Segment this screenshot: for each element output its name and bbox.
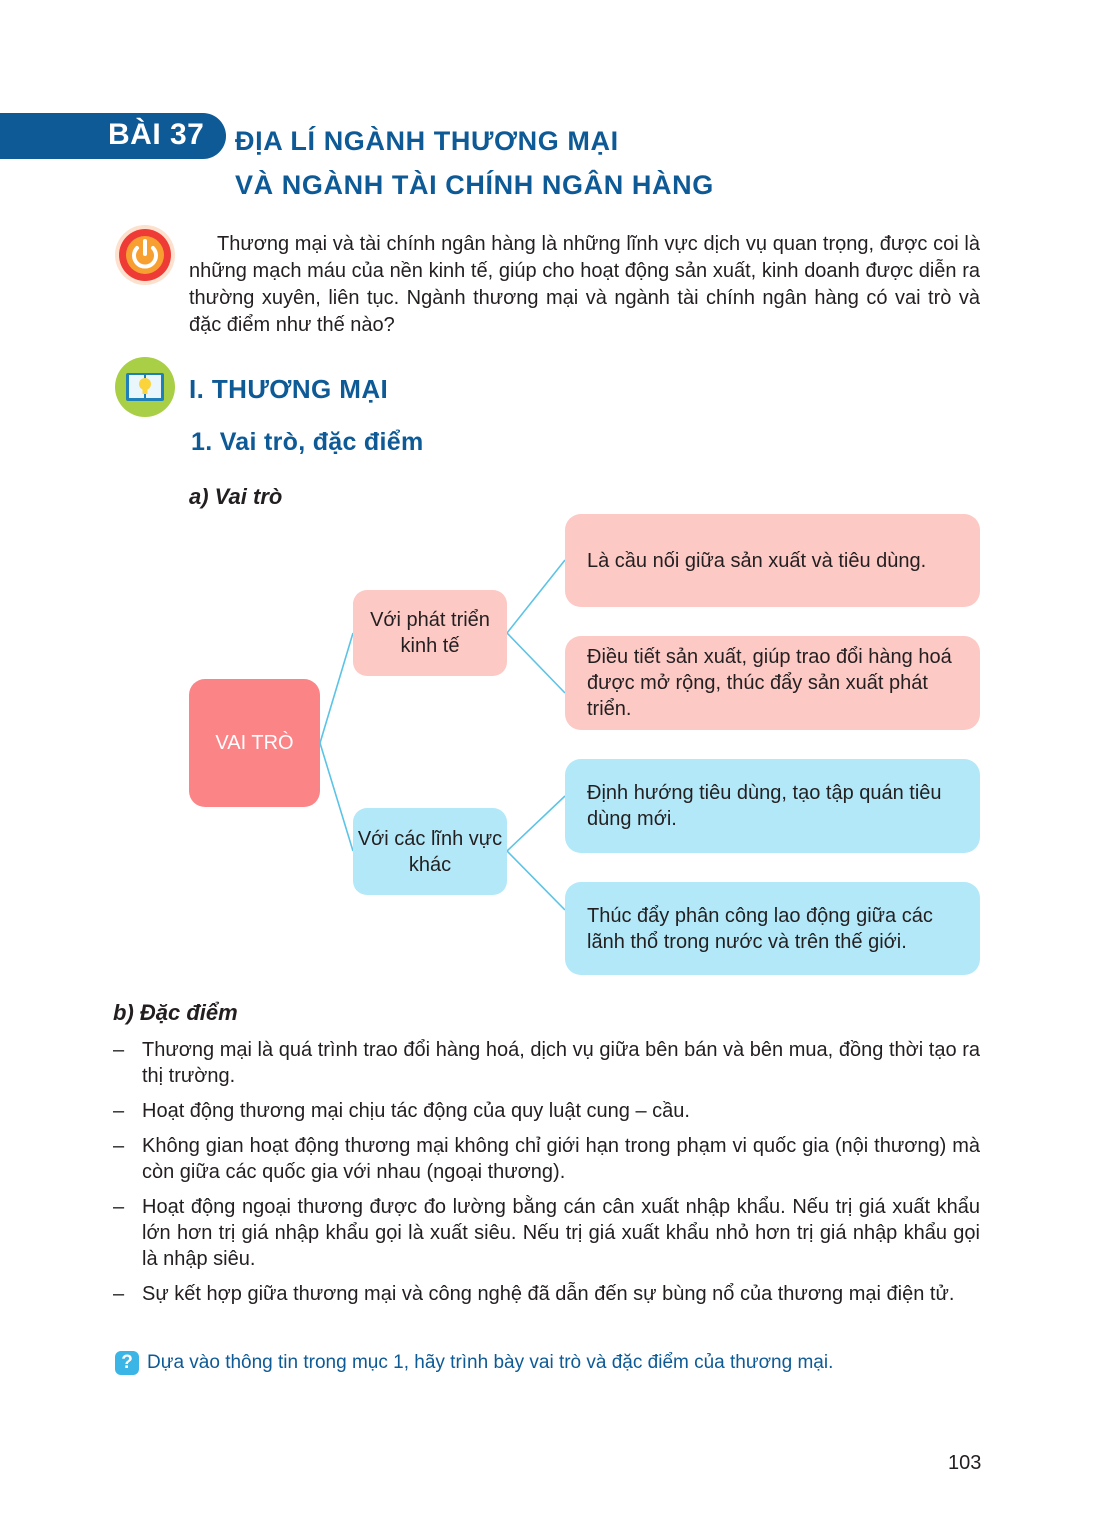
list-item-text: Hoạt động thương mại chịu tác động của quy luật cung – cầu.	[142, 1100, 690, 1122]
lesson-number: BÀI 37	[108, 118, 205, 151]
diagram-leaf-node: Điều tiết sản xuất, giúp trao đổi hàng hoá được mở rộng, thúc đẩy sản xuất phát triển.	[565, 636, 980, 730]
list-item	[113, 1194, 980, 1272]
diagram-leaf-node: Định hướng tiêu dùng, tạo tập quán tiêu dùng mới.	[565, 759, 980, 853]
list-item	[113, 1281, 980, 1307]
list-item	[113, 1133, 980, 1185]
list-item	[113, 1037, 980, 1089]
diagram-leaf-node: Thúc đẩy phân công lao động giữa các lãnh thổ trong nước và trên thế giới.	[565, 882, 980, 975]
bullet-dash: –	[113, 1135, 125, 1157]
bullet-dash: –	[113, 1100, 125, 1122]
bullet-dash: –	[113, 1283, 125, 1305]
diagram-leaf-node: Là cầu nối giữa sản xuất và tiêu dùng.	[565, 514, 980, 607]
bullet-dash: –	[113, 1196, 125, 1218]
connector-other-leaf-3	[507, 796, 565, 851]
diagram-root-node: VAI TRÒ	[189, 679, 320, 807]
characteristics-heading: b) Đặc điểm	[113, 1000, 238, 1025]
connector-eco-leaf-2	[507, 633, 565, 693]
characteristics-list	[113, 1037, 980, 1316]
connector-root-eco	[320, 633, 353, 743]
roles-heading: a) Vai trò	[189, 484, 283, 509]
subsection-heading: 1. Vai trò, đặc điểm	[191, 428, 424, 456]
list-item-text: Không gian hoạt động thương mại không chỉ giới hạn trong phạm vi quốc gia (nội thương) mà còn giữa các quốc gia với nhau (ngoại thương).	[142, 1135, 980, 1183]
section-heading: I. THƯƠNG MẠI	[189, 374, 389, 404]
list-item-text: Sự kết hợp giữa thương mại và công nghệ đã dẫn đến sự bùng nổ của thương mại điện tử.	[142, 1283, 955, 1305]
list-item	[113, 1098, 980, 1124]
question-text: Dựa vào thông tin trong mục 1, hãy trình bày vai trò và đặc điểm của thương mại.	[147, 1352, 834, 1373]
diagram-branch-other-fields: Với các lĩnh vực khác	[353, 808, 507, 895]
intro-paragraph: Thương mại và tài chính ngân hàng là những lĩnh vực dịch vụ quan trọng, được coi là những mạch máu của nền kinh tế, giúp cho hoạt động sản xuất, kinh doanh được diễn ra thường xuyên, liên tục. Ngành thương mại và ngành tài chính ngân hàng có vai trò và đặc điểm như thế nào?	[189, 233, 980, 336]
list-item-text: Thương mại là quá trình trao đổi hàng hoá, dịch vụ giữa bên bán và bên mua, đồng thời tạo ra thị trường.	[142, 1039, 980, 1087]
page-number: 103	[948, 1452, 982, 1474]
connector-root-other	[320, 743, 353, 851]
connector-eco-leaf-1	[507, 560, 565, 633]
diagram-branch-economic: Với phát triển kinh tế	[353, 590, 507, 676]
list-item-text: Hoạt động ngoại thương được đo lường bằng cán cân xuất nhập khẩu. Nếu trị giá xuất khẩu lớn hơn trị giá nhập khẩu gọi là xuất siêu. Nếu trị giá xuất khẩu nhỏ hơn trị giá nhập khẩu gọi là nhập siêu.	[142, 1196, 980, 1270]
question-icon: ?	[115, 1351, 139, 1375]
connector-other-leaf-4	[507, 851, 565, 910]
bullet-dash: –	[113, 1039, 125, 1061]
lesson-title-line-1: ĐỊA LÍ NGÀNH THƯƠNG MẠI	[235, 126, 619, 156]
lesson-title-line-2: VÀ NGÀNH TÀI CHÍNH NGÂN HÀNG	[235, 170, 714, 200]
